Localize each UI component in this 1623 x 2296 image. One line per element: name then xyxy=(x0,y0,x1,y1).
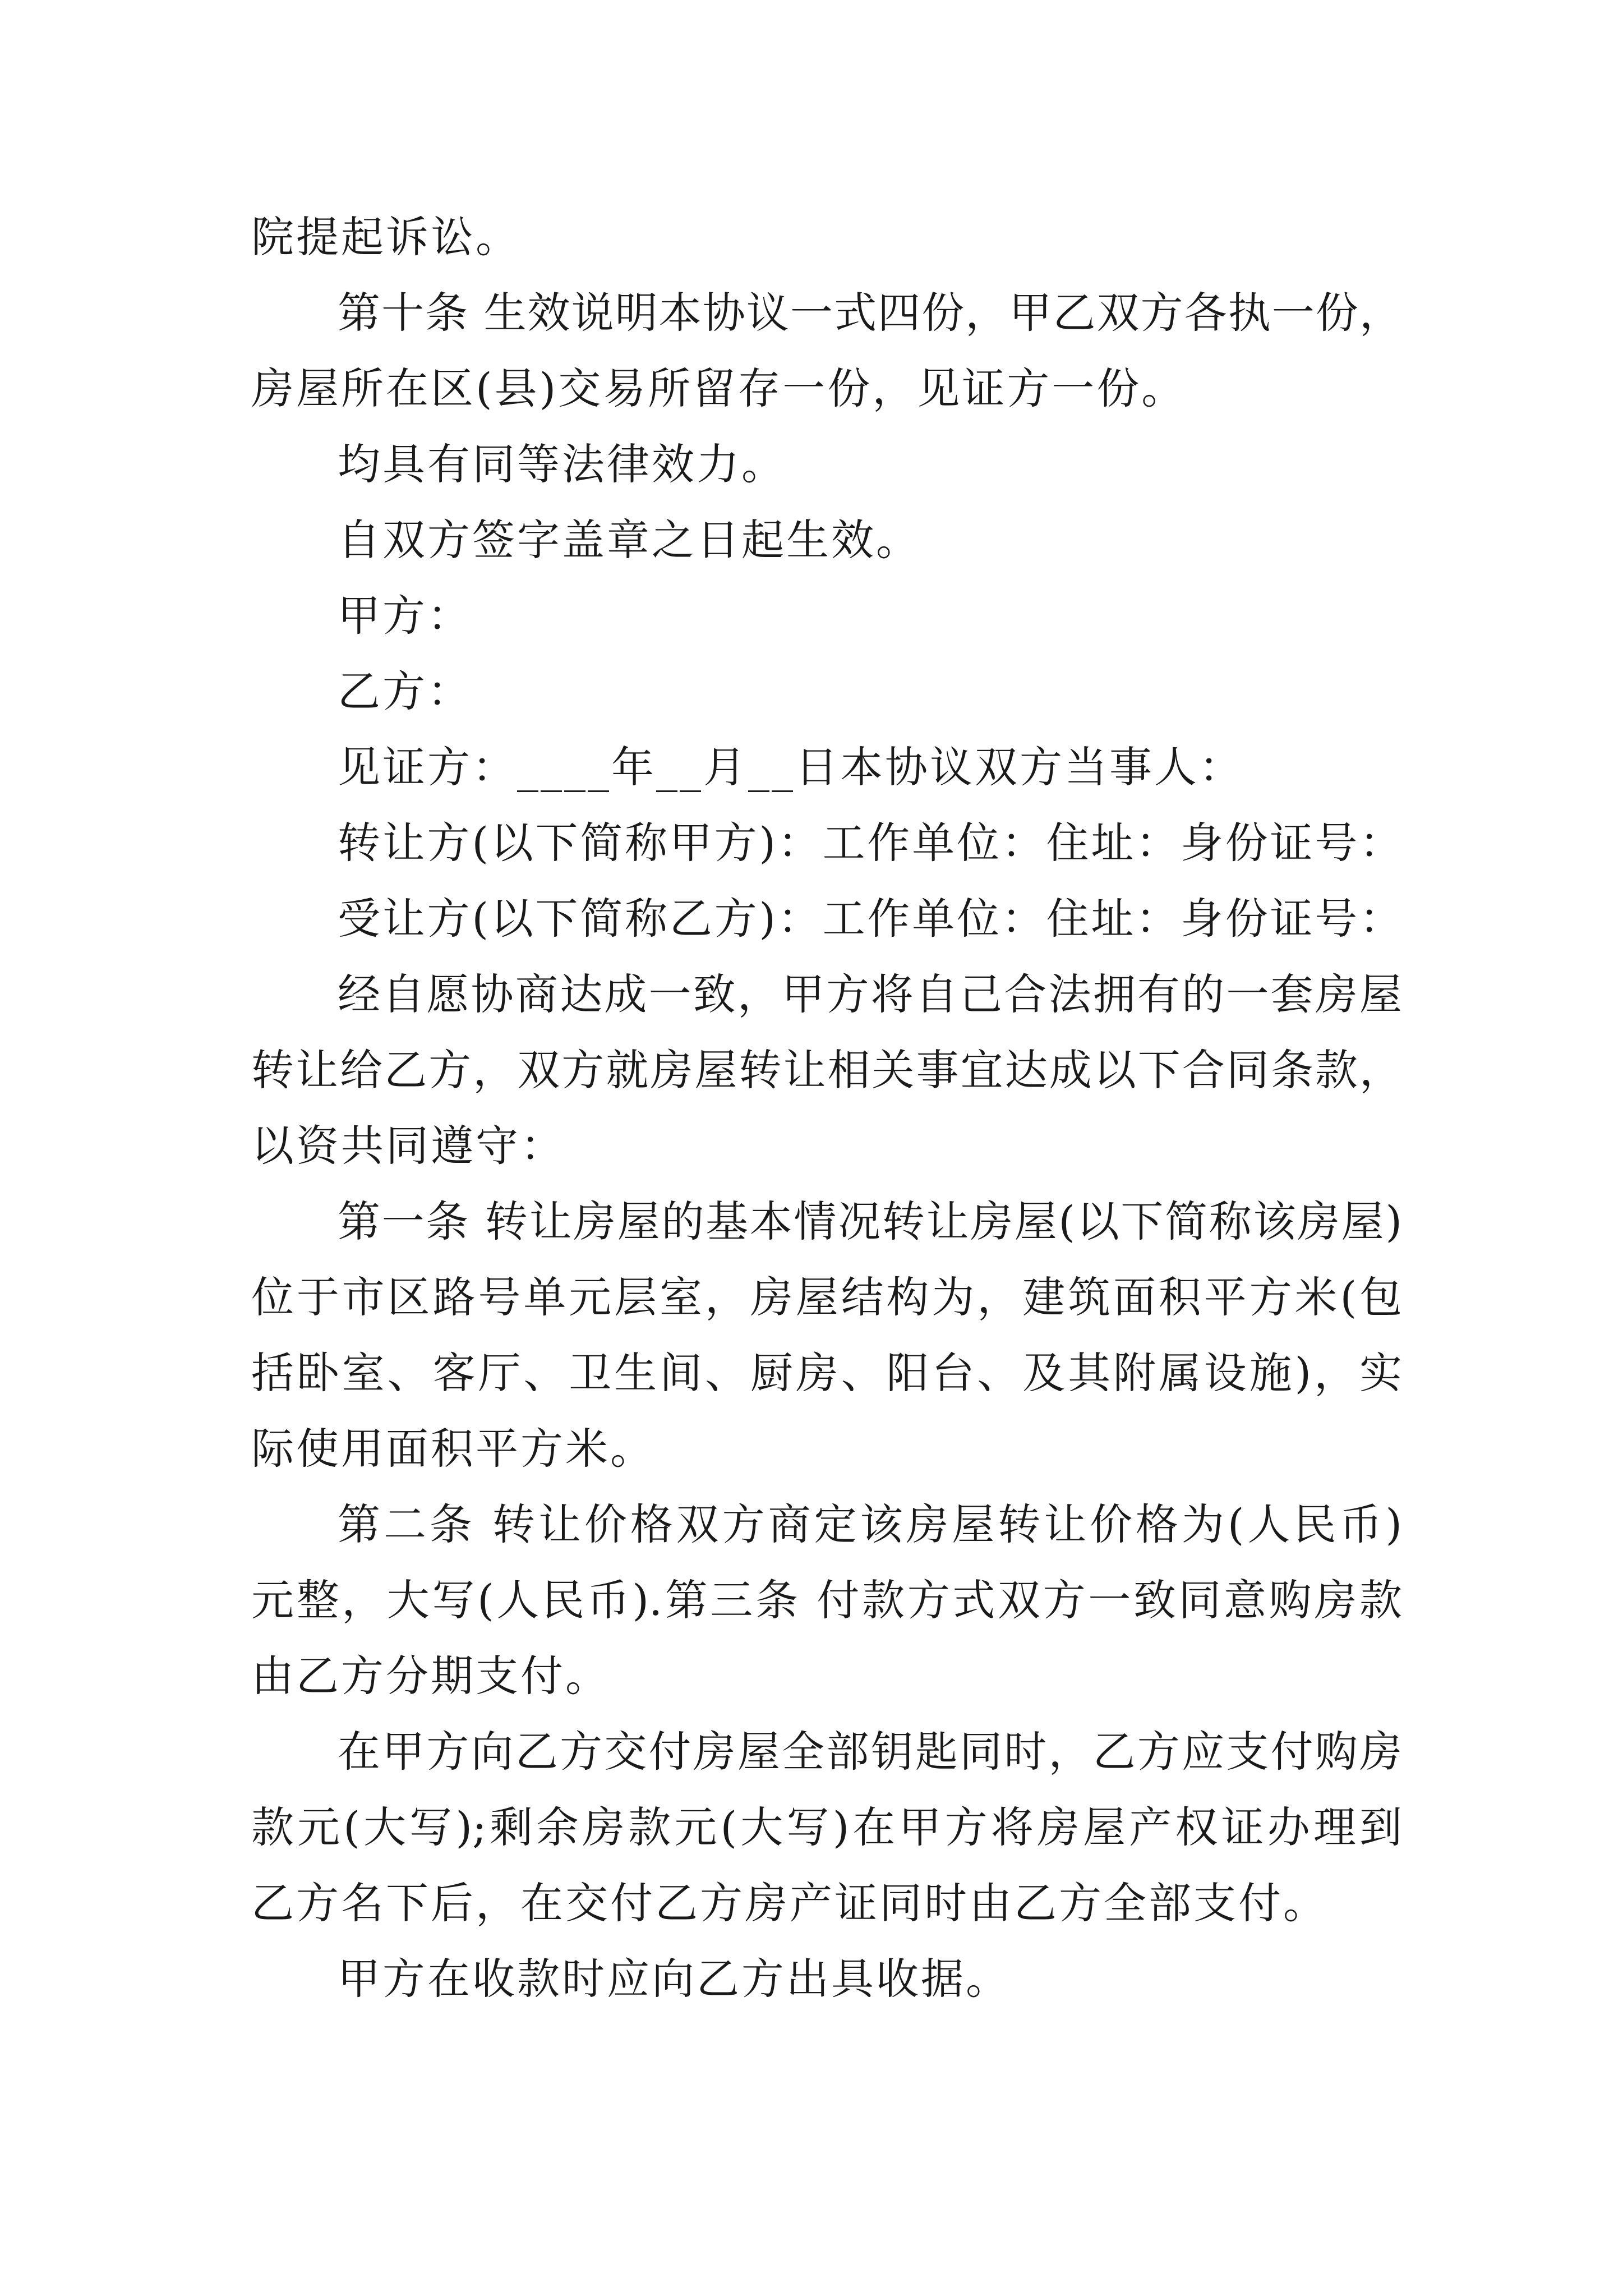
text-line: 第二条 转让价格双方商定该房屋转让价格为(人民币) xyxy=(338,1499,1402,1549)
text-line: 第一条 转让房屋的基本情况转让房屋(以下简称该房屋) xyxy=(338,1197,1402,1246)
text-line: 款元(大写);剩余房款元(大写)在甲方将房屋产权证办理到 xyxy=(251,1802,1402,1852)
text-line: 经自愿协商达成一致，甲方将自己合法拥有的一套房屋 xyxy=(338,969,1402,1019)
text-line: 乙方： xyxy=(338,666,472,716)
text-line: 受让方(以下简称乙方)：工作单位：住址：身份证号： xyxy=(338,894,1402,944)
text-line: 括卧室、客厅、卫生间、厨房、阳台、及其附属设施)，实 xyxy=(251,1348,1402,1398)
text-line: 在甲方向乙方交付房屋全部钥匙同时，乙方应支付购房 xyxy=(338,1727,1402,1777)
text-line: 元整，大写(人民币).第三条 付款方式双方一致同意购房款 xyxy=(251,1575,1402,1625)
text-line: 自双方签字盖章之日起生效。 xyxy=(338,515,921,565)
text-line: 由乙方分期支付。 xyxy=(251,1651,610,1701)
text-line: 甲方在收款时应向乙方出具收据。 xyxy=(338,1954,1011,2004)
text-line: 乙方名下后，在交付乙方房产证同时由乙方全部支付。 xyxy=(251,1878,1328,1928)
text-line: 际使用面积平方米。 xyxy=(251,1424,655,1474)
text-line: 第十条 生效说明本协议一式四份，甲乙双方各执一份， xyxy=(338,288,1402,338)
text-line: 院提起诉讼。 xyxy=(251,212,520,262)
text-line: 甲方： xyxy=(338,591,472,641)
text-line: 均具有同等法律效力。 xyxy=(338,439,786,489)
text-line: 转让给乙方，双方就房屋转让相关事宜达成以下合同条款， xyxy=(251,1045,1402,1095)
text-line: 见证方：____年__月__日本协议双方当事人： xyxy=(338,742,1244,792)
text-line: 转让方(以下简称甲方)：工作单位：住址：身份证号： xyxy=(338,818,1402,868)
text-line: 位于市区路号单元层室，房屋结构为，建筑面积平方米(包 xyxy=(251,1272,1402,1322)
text-line: 以资共同遵守： xyxy=(251,1121,565,1171)
text-line: 房屋所在区(县)交易所留存一份，见证方一份。 xyxy=(251,364,1187,413)
